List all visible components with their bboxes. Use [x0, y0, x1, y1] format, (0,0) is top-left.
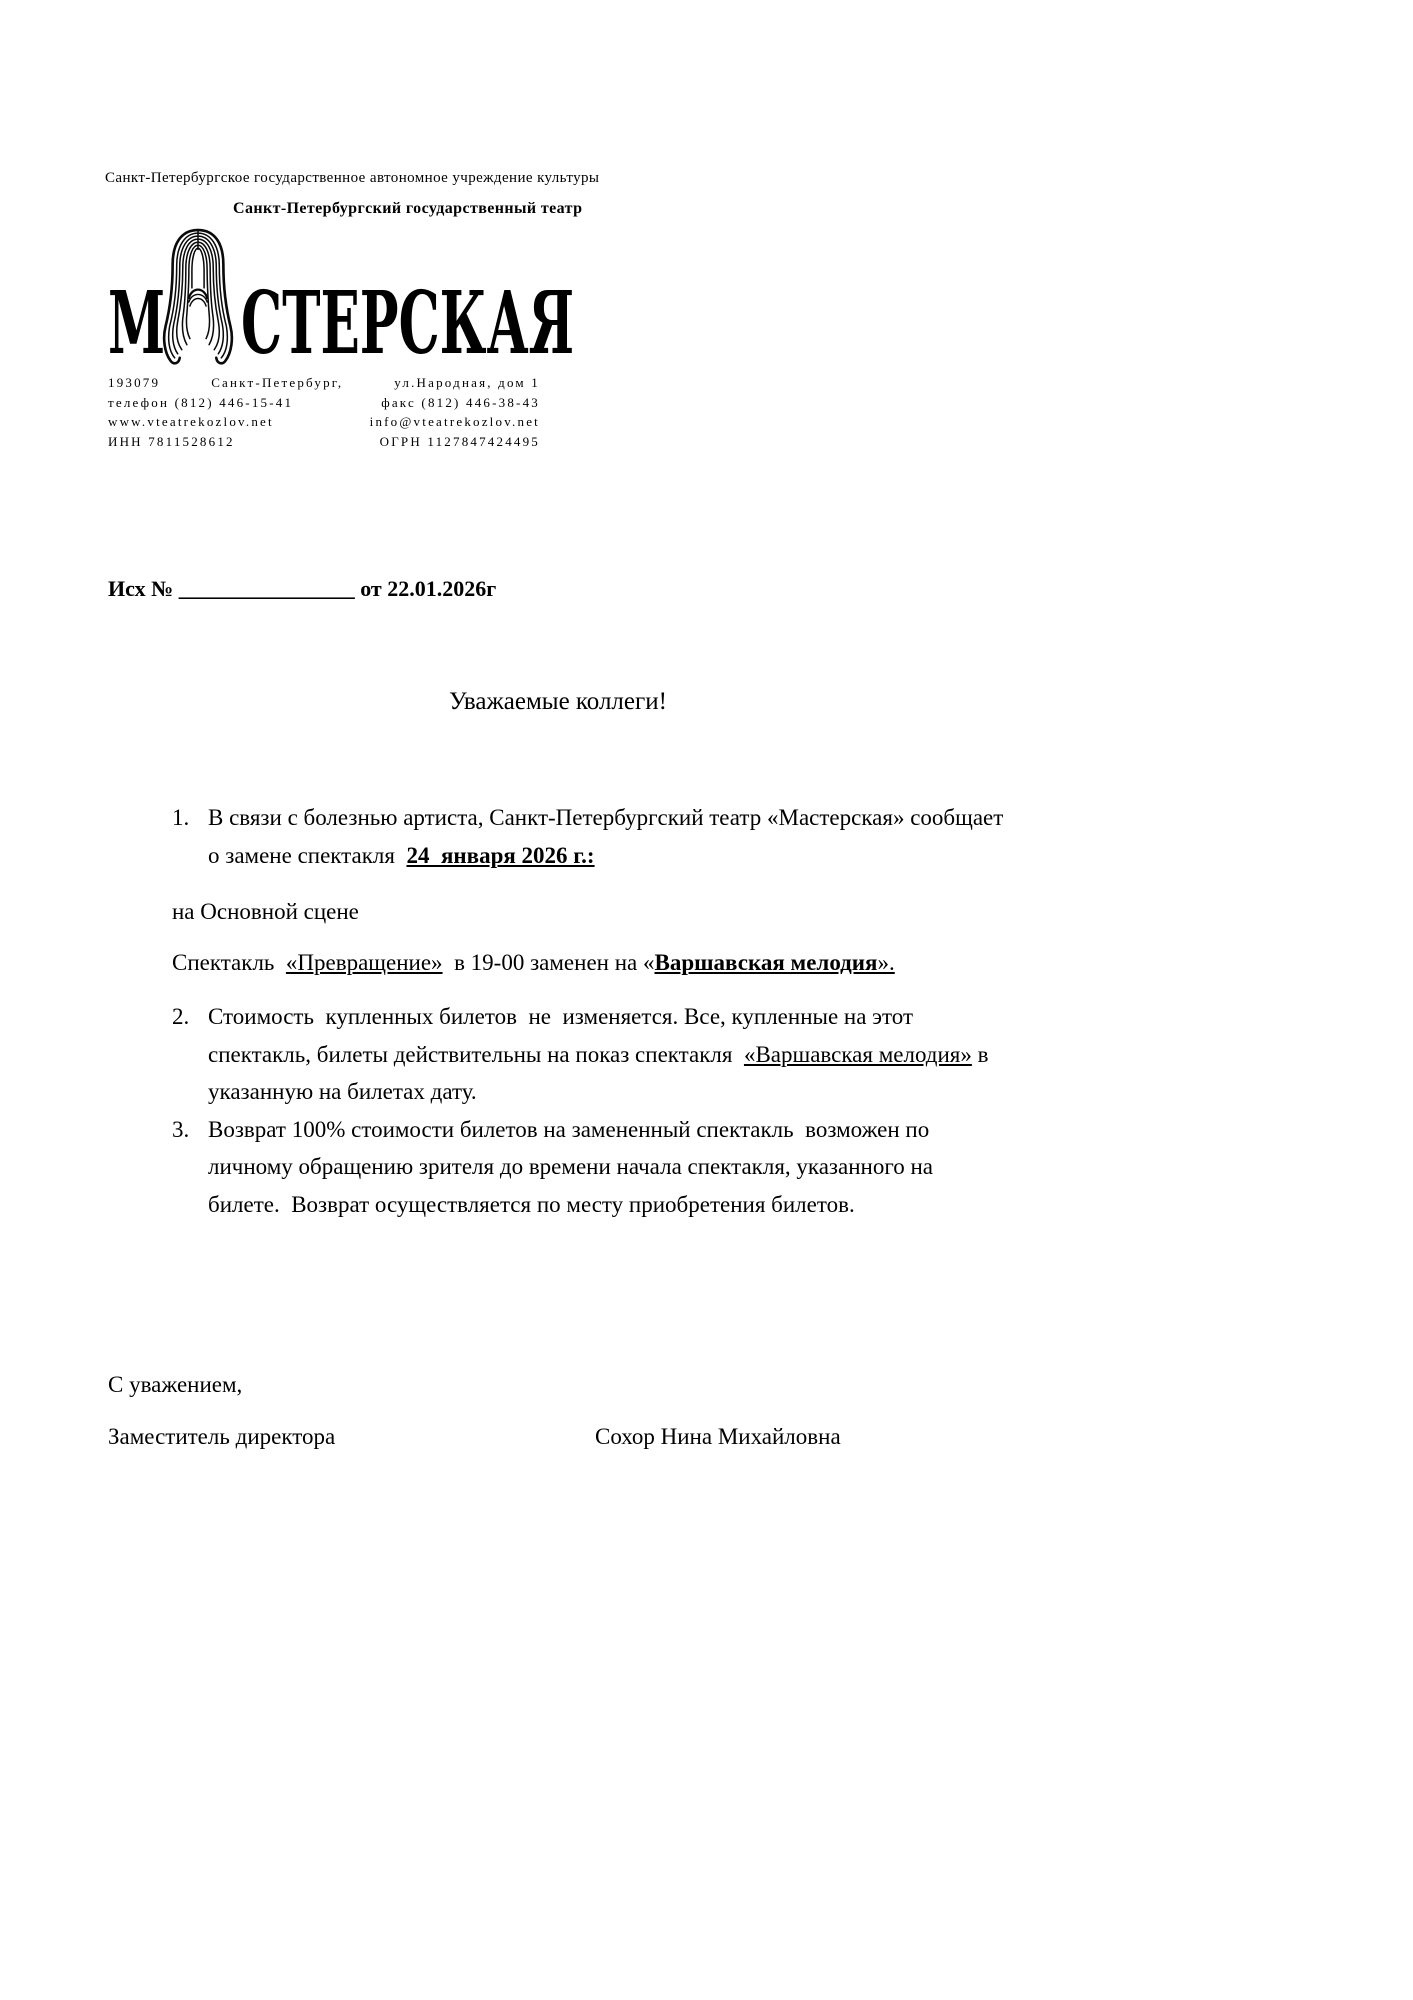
list-item-text [208, 799, 1010, 874]
signature-position: Заместитель директора [108, 1424, 336, 1449]
reference-blank: ________________ [178, 576, 355, 601]
item2-text-before: Стоимость купленных билетов не изменяется. Все, купленные на этот спектакль, билеты действительны на показ спектакля [208, 1004, 919, 1067]
list-item-text [208, 1111, 1010, 1224]
contact-block [108, 373, 540, 451]
show-replacement-line [108, 944, 1010, 982]
logo-letter-m: М [108, 273, 166, 374]
contact-address-line [108, 373, 540, 393]
reference-date: от 22.01.2026г [354, 576, 497, 601]
show-line-suffix: ». [877, 949, 895, 975]
street-address: ул.Народная, дом 1 [394, 375, 540, 390]
item2-text-after: в указанную на билетах дату. [208, 1041, 995, 1104]
signature-closing: С уважением, [108, 1372, 243, 1397]
fax: факс (812) 446-38-43 [381, 394, 540, 410]
contact-ids-line [108, 432, 540, 452]
list-item-text [208, 998, 1010, 1111]
contact-phone-line [108, 393, 540, 413]
theater-type-line: Санкт-Петербургский государственный театр [233, 200, 583, 217]
item2-show-title: «Варшавская мелодия» [743, 1041, 972, 1067]
reference-label: Исх № [108, 576, 179, 601]
list-item-3 [108, 1111, 1010, 1224]
list-number: 1. [172, 805, 190, 830]
list-item-1 [108, 799, 1010, 874]
item1-date: 24 января 2026 г.: [406, 842, 595, 868]
list-number: 2. [172, 1004, 190, 1029]
salutation: Уважаемые коллеги! [449, 688, 667, 715]
stage-line: на Основной сцене [172, 899, 359, 924]
reference-line [108, 576, 496, 602]
item1-text: В связи с болезнью артиста, Санкт-Петербургский театр «Мастерская» сообщает о замене спектакля [208, 805, 1010, 868]
phone: телефон (812) 446-15-41 [108, 394, 294, 410]
website: www.vteatrekozlov.net [108, 414, 274, 429]
postal-code: 193079 [108, 375, 161, 390]
org-type-line: Санкт-Петербургское государственное автономное учреждение культуры [105, 170, 600, 186]
letter-body [108, 799, 1010, 1223]
email: info@vteatrekozlov.net [369, 414, 540, 429]
new-show-title: Варшавская мелодия [654, 949, 878, 975]
city: Санкт-Петербург, [211, 375, 344, 390]
signature-name: Сохор Нина Михайловна [595, 1424, 841, 1449]
wig-hair-icon [159, 227, 237, 369]
logo-letters-rest: СТЕРСКАЯ [241, 273, 575, 374]
inn: ИНН 7811528612 [108, 433, 235, 449]
list-number: 3. [172, 1116, 190, 1142]
old-show-title: «Превращение» [285, 949, 443, 975]
show-line-middle: в 19-00 заменен на « [442, 949, 655, 975]
contact-web-line [108, 412, 540, 432]
item3-text: Возврат 100% стоимости билетов на замененный спектакль возможен по личному обращению зрителя до времени начала спектакля, указанного на билете. Возврат осуществляется по месту приобретения билетов. [208, 1116, 939, 1217]
show-line-prefix: Спектакль [172, 949, 286, 975]
ogrn: ОГРН 1127847424495 [379, 433, 540, 449]
list-item-2 [108, 998, 1010, 1111]
